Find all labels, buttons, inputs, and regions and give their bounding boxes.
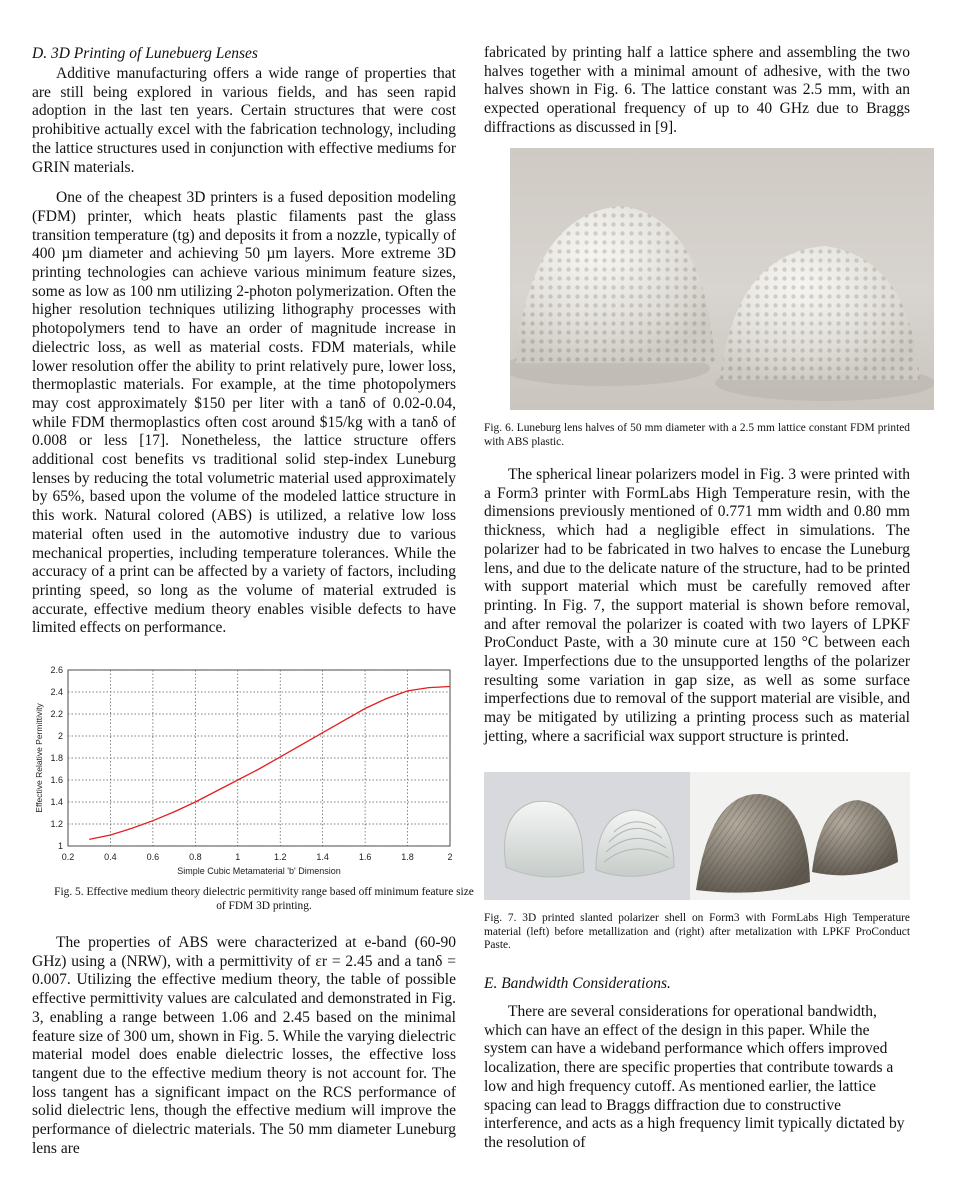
y-axis-label: Effective Relative Permittivity: [34, 703, 44, 813]
x-tick-label: 0.2: [61, 852, 75, 862]
left-paragraph-3: The properties of ABS were characterized at e-band (60-90 GHz) using a (NRW), with a permittivity of εr = 2.45 and a tanδ = 0.007. Utilizing the effective medium theory, the table of possible effective permittivity values are calculated and demonstrated in Fig. 3, enabling a range between 1.06 and 2.45 based on the minimal feature size of 300 um, shown in Fig. 5. While the varying dielectric material model does enable dielectric losses, the effective loss tangent due to the effective medium theory is not account for. The loss tangent has a significant impact on the RCS performance of solid dielectric lens, though the effective medium will improve the performance of dielectric materials. The 50 mm diameter Luneburg lens are: [32, 934, 456, 1157]
x-axis-label: Simple Cubic Metamaterial 'b' Dimension: [177, 866, 341, 876]
y-tick-label: 2: [57, 731, 63, 741]
fig7-photo-left: [484, 772, 690, 900]
x-tick-label: 0.6: [146, 852, 160, 862]
y-tick-label: 2.6: [50, 665, 63, 675]
right-column: [484, 44, 910, 138]
y-tick-label: 2.2: [50, 709, 63, 719]
y-tick-label: 1.8: [50, 753, 63, 763]
fig6-caption: Fig. 6. Luneburg lens halves of 50 mm diameter with a 2.5 mm lattice constant FDM printed with ABS plastic.: [484, 422, 910, 448]
left-paragraph-2: One of the cheapest 3D printers is a fused deposition modeling (FDM) printer, which heats plastic filaments past the glass transition temperature (tg) and deposits it from a nozzle, typically of 400 µm diameter and achieving 50 µm layers. More extreme 3D printing technologies can achieve various minimum feature sizes, some as low as 100 nm utilizing 2-photon polymerization. Often the higher resolution techniques utilizing lithography processes with photopolymers tend to have an order of magnitude increase in dielectric loss, as well as material costs. FDM materials, while lower resolution offer the ability to print relatively pure, lower loss, thermoplastic materials. For example, at the time photopolymers may cost approximately $150 per liter with a tanδ of 0.02-0.04, while FDM thermoplastics often cost around $15/kg with a tanδ of 0.008 or less [17]. Nonetheless, the lattice structure offers additional cost benefits vs traditional solid step-index Luneburg lenses by reducing the total volumetric material used approximately by 65%, based upon the volume of the modeled lattice structure in this work. Natural colored (ABS) is utilized, a relative low loss material often used in the automotive industry due to various mechanical properties, including temperature tolerances. While the accuracy of a print can be affected by a variety of factors, including printing speed, so long as the volume of material extruded is accurate, effective medium theory enables visible defects to have limited effects on performance.: [32, 189, 456, 637]
left-column-lower: [32, 934, 456, 1158]
x-tick-label: 1.6: [358, 852, 372, 862]
right-paragraph-1: fabricated by printing half a lattice sphere and assembling the two halves together with a minimal amount of adhesive, with the two halves shown in Fig. 6. The lattice constant was 2.5 mm, with an expected operational frequency of up to 40 GHz due to Braggs diffractions as discussed in [9].: [484, 44, 910, 136]
fig5-chart: [32, 662, 456, 880]
right-column-middle: [484, 466, 910, 747]
right-paragraph-2: The spherical linear polarizers model in Fig. 3 were printed with a Form3 printer with FormLabs High Temperature resin, with the dimensions previously mentioned of 0.771 mm width and 0.80 mm thickness, which had a negligible effect in simulations. The polarizer had to be fabricated in two halves to encase the Luneburg lens, and due to the delicate nature of the structure, had to be printed with support material which must be carefully removed after printing. In Fig. 7, the support material is shown before removal, and after removal the polarizer is coated with two layers of LPKF ProConduct Paste, with a 30 minute cure at 150 °C between each layer. Imperfections due to the unsupported lengths of the polarizer resulting some variation in gap size, as well as some surface imperfections due to removal of the support material are visible, and may be mitigated by utilizing a printing process such as material jetting, where a sacrificial wax support structure is printed.: [484, 466, 910, 745]
x-tick-label: 0.8: [189, 852, 202, 862]
fig5-caption: Fig. 5. Effective medium theory dielectric permitivity range based off minimum feature size of FDM 3D printing.: [54, 886, 474, 912]
x-tick-label: 2: [447, 852, 453, 862]
y-tick-label: 1: [57, 841, 63, 851]
left-paragraph-1: Additive manufacturing offers a wide range of properties that are still being explored in various fields, and has seen rapid adoption in the last ten years. Certain structures that were cost prohibitive actually excel with the fabrication technology, including the lattice structures used in conjunction with effective mediums for GRIN materials.: [32, 65, 456, 176]
fig7-photo-right: [690, 772, 910, 900]
right-column-lower: [484, 974, 910, 1153]
polarizer-metallized-image: [690, 772, 910, 900]
section-heading-d: D. 3D Printing of Lunebuerg Lenses: [32, 45, 258, 62]
x-tick-label: 1.8: [401, 852, 414, 862]
left-column: [32, 44, 456, 638]
x-tick-label: 1.2: [273, 852, 287, 862]
fig6-photo: [510, 148, 934, 410]
y-tick-label: 1.6: [50, 775, 63, 785]
x-tick-label: 1: [235, 852, 241, 862]
x-tick-label: 0.4: [104, 852, 117, 862]
permittivity-chart: [32, 662, 456, 880]
polarizer-resin-image: [484, 772, 690, 900]
section-heading-e: E. Bandwidth Considerations.: [484, 975, 671, 992]
y-tick-label: 1.4: [50, 797, 63, 807]
x-tick-label: 1.4: [316, 852, 329, 862]
y-tick-label: 1.2: [50, 819, 63, 829]
right-paragraph-3: There are several considerations for operational bandwidth, which can have an effect of the design in this paper. While the system can have a wideband performance which offers improved localization, there are specific properties that contribute towards a low and high frequency cutoff. As mentioned earlier, the lattice spacing can lead to Braggs diffraction due to constructive interference, and acts as a high frequency limit typically dictated by the resolution of: [484, 1003, 905, 1151]
fig7-caption: Fig. 7. 3D printed slanted polarizer shell on Form3 with FormLabs High Temperature material (left) before metallization and (right) after metalization with LPKF ProConduct Paste.: [484, 912, 910, 951]
lens-halves-image: [510, 148, 934, 410]
y-tick-label: 2.4: [50, 687, 63, 697]
